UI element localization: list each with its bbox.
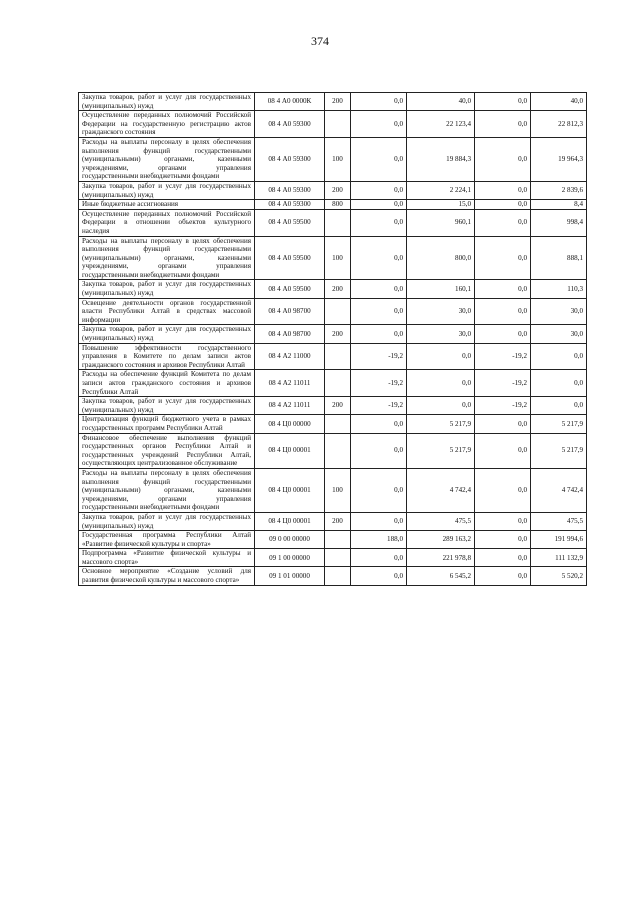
amount-2-cell: 0,0: [407, 370, 475, 397]
amount-2-cell: 4 742,4: [407, 468, 475, 512]
amount-4-cell: 40,0: [531, 93, 587, 111]
table-row: [79, 370, 587, 397]
table-row: [79, 397, 587, 415]
target-article-code-cell: 08 4 А0 59500: [255, 209, 325, 236]
amount-1-cell: 0,0: [351, 512, 407, 530]
amount-3-cell: 0,0: [475, 325, 531, 343]
amount-4-cell: 5 217,9: [531, 415, 587, 433]
expense-type-code-cell: 800: [325, 200, 351, 210]
row-name-cell: Осуществление переданных полномочий Российской Федерации в отношении объектов культурного наследия: [79, 209, 255, 236]
amount-1-cell: 0,0: [351, 181, 407, 199]
amount-4-cell: 22 812,3: [531, 111, 587, 138]
expense-type-code-cell: 200: [325, 512, 351, 530]
target-article-code-cell: 08 4 А0 59500: [255, 280, 325, 298]
amount-1-cell: 0,0: [351, 433, 407, 468]
amount-3-cell: 0,0: [475, 512, 531, 530]
amount-4-cell: 888,1: [531, 236, 587, 280]
target-article-code-cell: 08 4 Ц0 00001: [255, 433, 325, 468]
amount-2-cell: 475,5: [407, 512, 475, 530]
row-name-cell: Закупка товаров, работ и услуг для государственных (муниципальных) нужд: [79, 325, 255, 343]
expense-type-code-cell: [325, 209, 351, 236]
amount-4-cell: 5 520,2: [531, 567, 587, 585]
expense-type-code-cell: 100: [325, 468, 351, 512]
amount-2-cell: 221 978,8: [407, 549, 475, 567]
target-article-code-cell: 08 4 А0 59300: [255, 200, 325, 210]
amount-1-cell: 0,0: [351, 209, 407, 236]
amount-2-cell: 5 217,9: [407, 415, 475, 433]
amount-4-cell: 998,4: [531, 209, 587, 236]
row-name-cell: Расходы на выплаты персоналу в целях обеспечения выполнения функций государственными (муниципальными) органами, казенными учреждениями, органами управления государственными внебюджетными фондами: [79, 137, 255, 181]
amount-1-cell: 0,0: [351, 549, 407, 567]
amount-1-cell: 0,0: [351, 415, 407, 433]
target-article-code-cell: 09 0 00 00000: [255, 531, 325, 549]
amount-4-cell: 2 839,6: [531, 181, 587, 199]
target-article-code-cell: 09 1 00 00000: [255, 549, 325, 567]
expense-type-code-cell: [325, 343, 351, 370]
amount-3-cell: 0,0: [475, 137, 531, 181]
row-name-cell: Закупка товаров, работ и услуг для государственных (муниципальных) нужд: [79, 93, 255, 111]
amount-4-cell: 5 217,9: [531, 433, 587, 468]
target-article-code-cell: 08 4 А2 11011: [255, 397, 325, 415]
row-name-cell: Закупка товаров, работ и услуг для государственных (муниципальных) нужд: [79, 512, 255, 530]
table-row: [79, 298, 587, 325]
target-article-code-cell: 08 4 А0 59300: [255, 111, 325, 138]
expense-type-code-cell: 200: [325, 93, 351, 111]
row-name-cell: Иные бюджетные ассигнования: [79, 200, 255, 210]
amount-3-cell: 0,0: [475, 415, 531, 433]
amount-3-cell: 0,0: [475, 298, 531, 325]
amount-1-cell: 0,0: [351, 236, 407, 280]
target-article-code-cell: 08 4 А0 59300: [255, 137, 325, 181]
expense-type-code-cell: [325, 549, 351, 567]
amount-1-cell: -19,2: [351, 343, 407, 370]
amount-3-cell: 0,0: [475, 549, 531, 567]
amount-1-cell: 0,0: [351, 567, 407, 585]
page-number: 374: [311, 34, 329, 48]
amount-1-cell: 188,0: [351, 531, 407, 549]
target-article-code-cell: 08 4 Ц0 00001: [255, 512, 325, 530]
amount-4-cell: 19 964,3: [531, 137, 587, 181]
row-name-cell: Основное мероприятие «Создание условий для развития физической культуры и массового спорта»: [79, 567, 255, 585]
expense-type-code-cell: 200: [325, 181, 351, 199]
target-article-code-cell: 08 4 А2 11000: [255, 343, 325, 370]
amount-1-cell: 0,0: [351, 137, 407, 181]
amount-2-cell: 5 217,9: [407, 433, 475, 468]
target-article-code-cell: 08 4 А0 98700: [255, 325, 325, 343]
amount-2-cell: 6 545,2: [407, 567, 475, 585]
table-row: [79, 181, 587, 199]
amount-4-cell: 0,0: [531, 343, 587, 370]
amount-3-cell: 0,0: [475, 200, 531, 210]
table-row: [79, 200, 587, 210]
table-row: [79, 137, 587, 181]
amount-2-cell: 0,0: [407, 343, 475, 370]
row-name-cell: Расходы на обеспечение функций Комитета по делам записи актов гражданского состояния и архивов Республики Алтай: [79, 370, 255, 397]
row-name-cell: Повышение эффективности государственного управления в Комитете по делам записи актов гражданского состояния и архивов Республики Алтай: [79, 343, 255, 370]
expense-type-code-cell: [325, 415, 351, 433]
table-row: [79, 93, 587, 111]
amount-2-cell: 800,0: [407, 236, 475, 280]
budget-table-body: [79, 93, 587, 586]
target-article-code-cell: 08 4 Ц0 00001: [255, 468, 325, 512]
amount-1-cell: 0,0: [351, 200, 407, 210]
row-name-cell: Закупка товаров, работ и услуг для государственных (муниципальных) нужд: [79, 181, 255, 199]
amount-2-cell: 289 163,2: [407, 531, 475, 549]
amount-2-cell: 2 224,1: [407, 181, 475, 199]
amount-3-cell: 0,0: [475, 433, 531, 468]
amount-1-cell: 0,0: [351, 280, 407, 298]
amount-1-cell: -19,2: [351, 397, 407, 415]
row-name-cell: Осуществление переданных полномочий Российской Федерации на государственную регистрацию актов гражданского состояния: [79, 111, 255, 138]
target-article-code-cell: 08 4 А0 59300: [255, 181, 325, 199]
amount-2-cell: 0,0: [407, 397, 475, 415]
amount-1-cell: -19,2: [351, 370, 407, 397]
amount-4-cell: 475,5: [531, 512, 587, 530]
amount-3-cell: 0,0: [475, 531, 531, 549]
table-row: [79, 549, 587, 567]
table-row: [79, 111, 587, 138]
table-row: [79, 531, 587, 549]
amount-3-cell: 0,0: [475, 236, 531, 280]
table-row: [79, 325, 587, 343]
table-row: [79, 433, 587, 468]
table-row: [79, 209, 587, 236]
amount-2-cell: 960,1: [407, 209, 475, 236]
target-article-code-cell: 08 4 А0 0000К: [255, 93, 325, 111]
row-name-cell: Закупка товаров, работ и услуг для государственных (муниципальных) нужд: [79, 397, 255, 415]
amount-2-cell: 15,0: [407, 200, 475, 210]
amount-2-cell: 30,0: [407, 298, 475, 325]
amount-2-cell: 22 123,4: [407, 111, 475, 138]
expense-type-code-cell: 200: [325, 325, 351, 343]
amount-3-cell: 0,0: [475, 567, 531, 585]
amount-1-cell: 0,0: [351, 298, 407, 325]
amount-4-cell: 111 132,9: [531, 549, 587, 567]
target-article-code-cell: 08 4 Ц0 00000: [255, 415, 325, 433]
expense-type-code-cell: 100: [325, 137, 351, 181]
expense-type-code-cell: 200: [325, 397, 351, 415]
amount-4-cell: 8,4: [531, 200, 587, 210]
amount-3-cell: 0,0: [475, 93, 531, 111]
target-article-code-cell: 08 4 А0 98700: [255, 298, 325, 325]
expense-type-code-cell: [325, 370, 351, 397]
row-name-cell: Централизация функций бюджетного учета в рамках государственных программ Республики Алтай: [79, 415, 255, 433]
amount-2-cell: 30,0: [407, 325, 475, 343]
expense-type-code-cell: [325, 298, 351, 325]
amount-1-cell: 0,0: [351, 93, 407, 111]
amount-3-cell: -19,2: [475, 397, 531, 415]
table-row: [79, 236, 587, 280]
budget-table: [78, 92, 587, 586]
amount-3-cell: 0,0: [475, 111, 531, 138]
table-row: [79, 415, 587, 433]
row-name-cell: Государственная программа Республики Алтай «Развитие физической культуры и спорта»: [79, 531, 255, 549]
target-article-code-cell: 08 4 А0 59500: [255, 236, 325, 280]
amount-3-cell: 0,0: [475, 280, 531, 298]
amount-3-cell: -19,2: [475, 343, 531, 370]
row-name-cell: Подпрограмма «Развитие физической культуры и массового спорта»: [79, 549, 255, 567]
table-row: [79, 567, 587, 585]
amount-2-cell: 19 884,3: [407, 137, 475, 181]
amount-3-cell: 0,0: [475, 468, 531, 512]
row-name-cell: Финансовое обеспечение выполнения функций государственных органов Республики Алтай и государственных учреждений Республики Алтай, осуществляющих централизованное обслуживание: [79, 433, 255, 468]
table-row: [79, 512, 587, 530]
amount-4-cell: 0,0: [531, 397, 587, 415]
amount-3-cell: 0,0: [475, 209, 531, 236]
amount-4-cell: 30,0: [531, 298, 587, 325]
amount-3-cell: 0,0: [475, 181, 531, 199]
amount-1-cell: 0,0: [351, 325, 407, 343]
row-name-cell: Расходы на выплаты персоналу в целях обеспечения выполнения функций государственными (муниципальными) органами, казенными учреждениями, органами управления государственными внебюджетными фондами: [79, 236, 255, 280]
amount-1-cell: 0,0: [351, 111, 407, 138]
expense-type-code-cell: [325, 531, 351, 549]
expense-type-code-cell: 200: [325, 280, 351, 298]
amount-3-cell: -19,2: [475, 370, 531, 397]
row-name-cell: Закупка товаров, работ и услуг для государственных (муниципальных) нужд: [79, 280, 255, 298]
expense-type-code-cell: [325, 567, 351, 585]
amount-2-cell: 160,1: [407, 280, 475, 298]
amount-4-cell: 0,0: [531, 370, 587, 397]
amount-2-cell: 40,0: [407, 93, 475, 111]
target-article-code-cell: 09 1 01 00000: [255, 567, 325, 585]
target-article-code-cell: 08 4 А2 11011: [255, 370, 325, 397]
table-row: [79, 280, 587, 298]
amount-4-cell: 30,0: [531, 325, 587, 343]
table-row: [79, 468, 587, 512]
expense-type-code-cell: 100: [325, 236, 351, 280]
expense-type-code-cell: [325, 433, 351, 468]
amount-1-cell: 0,0: [351, 468, 407, 512]
amount-4-cell: 191 994,6: [531, 531, 587, 549]
row-name-cell: Расходы на выплаты персоналу в целях обеспечения выполнения функций государственными (муниципальными) органами, казенными учреждениями, органами управления государственными внебюджетными фондами: [79, 468, 255, 512]
amount-4-cell: 110,3: [531, 280, 587, 298]
table-row: [79, 343, 587, 370]
expense-type-code-cell: [325, 111, 351, 138]
row-name-cell: Освещение деятельности органов государственной власти Республики Алтай в средствах массовой информации: [79, 298, 255, 325]
amount-4-cell: 4 742,4: [531, 468, 587, 512]
